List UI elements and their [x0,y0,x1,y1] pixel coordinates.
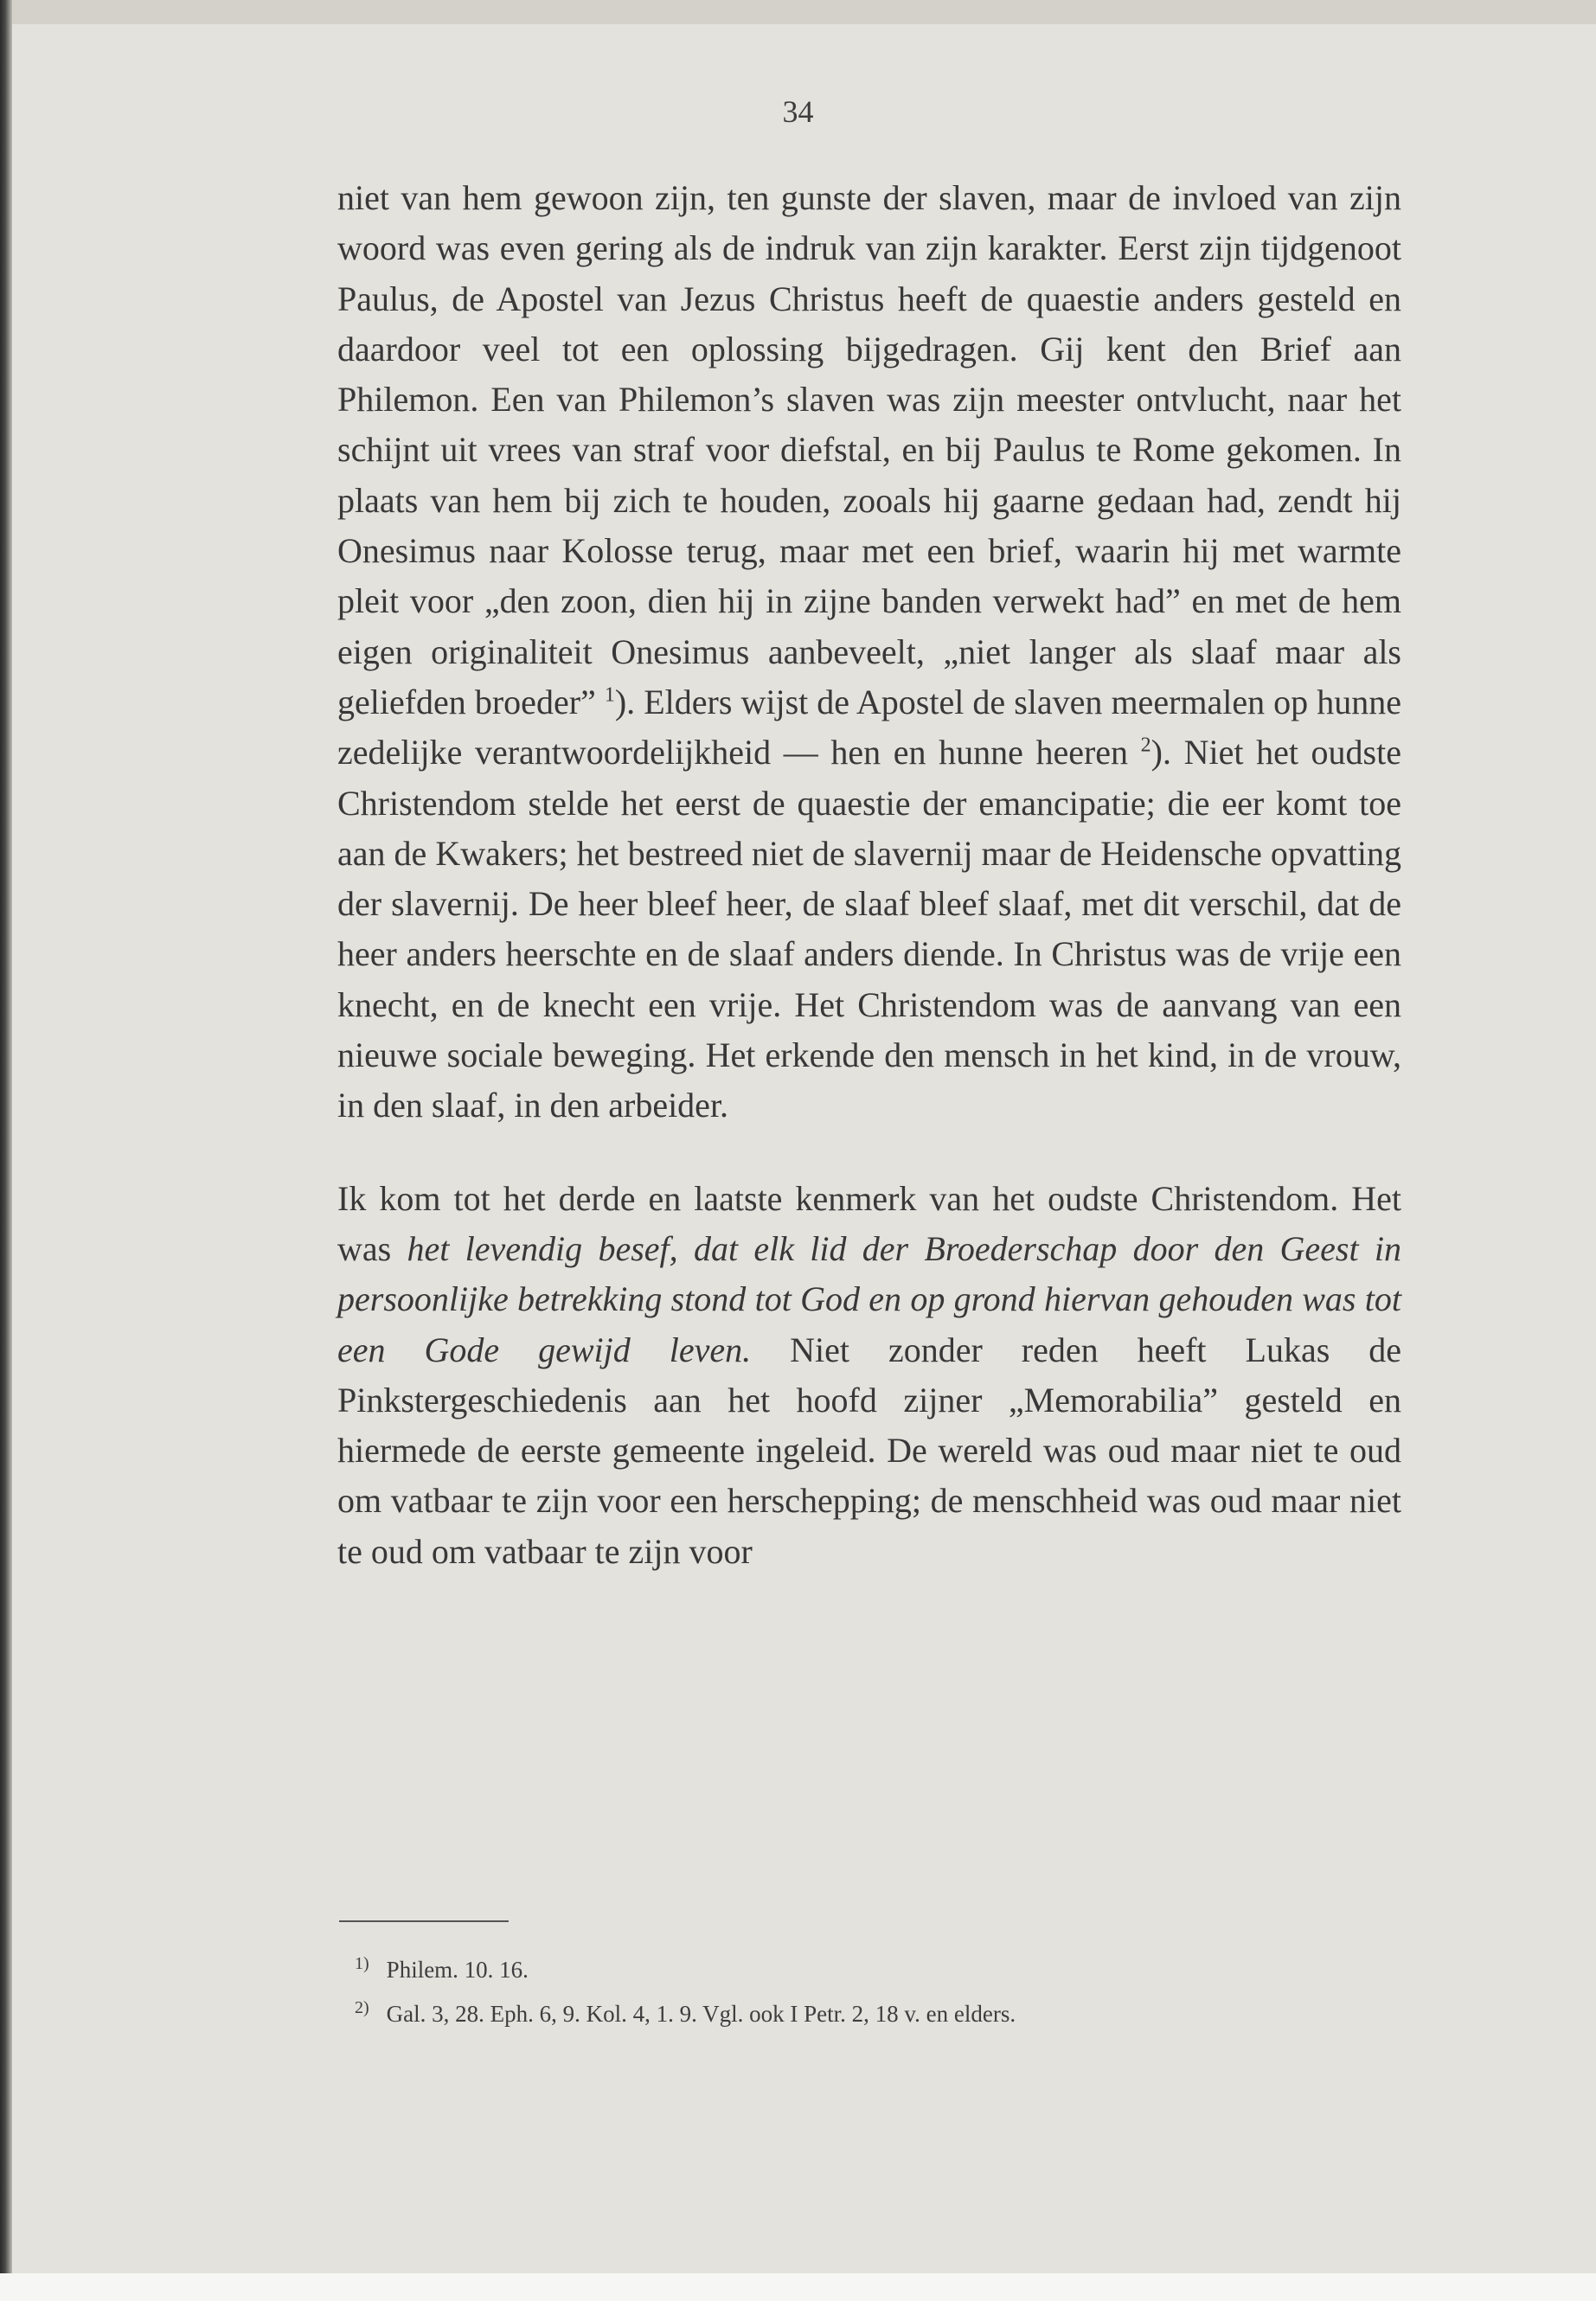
footnote-mark: 2) [355,1998,369,2017]
paragraph [337,1174,1401,1577]
binding-edge [0,0,12,2301]
footnote [355,1989,1393,2033]
text-run: Ik kom tot het derde en laatste kenmerk van het oudste Christendom. Het was [337,1178,1401,1268]
paragraph [337,173,1401,1131]
footnotes [355,1945,1393,2033]
footnote-text: Philem. 10. 16. [386,1957,529,1983]
text-run: ). Elders wijst de Apostel de slaven meermalen op hunne zedelijke verantwoordelijkheid — hen en hunne heeren [337,682,1401,772]
footnote-text: Gal. 3, 28. Eph. 6, 9. Kol. 4, 1. 9. Vgl. ook I Petr. 2, 18 v. en elders. [386,2001,1016,2027]
body-text [337,173,1401,1577]
italic-emphasis: het levendig besef, dat elk lid der Broederschap door den Geest in persoonlijke betrekking stond tot God en op grond hiervan gehouden was tot een Gode gewijd leven. [337,1228,1401,1369]
footnote-ref: 2 [1140,734,1151,757]
page-bottom-edge [0,2273,1596,2301]
footnote-mark: 1) [355,1954,369,1973]
page-number: 34 [782,94,814,129]
footnote-ref: 1 [604,683,615,707]
text-run: Niet zonder reden heeft Lukas de Pinkstergeschiedenis aan het hoofd zijner „Memorabilia” gesteld en hiermede de eerste gemeente ingeleid. De wereld was oud maar niet te oud om vatbaar te zijn voor een herschepping; de menschheid was oud maar niet te oud om vatbaar te zijn voor [337,1330,1401,1571]
footnote [355,1945,1393,1989]
text-run: ). Niet het oudste Christendom stelde het eerst de quaestie der emancipatie; die eer komt toe aan de Kwakers; het bestreed niet de slavernij maar de Heidensche opvatting der slavernij. De heer bleef heer, de slaaf bleef slaaf, met dit verschil, dat de heer anders heerschte en de slaaf anders diende. In Christus was de vrije een knecht, en de knecht een vrije. Het Christendom was de aanvang van een nieuwe sociale beweging. Het erkende den mensch in het kind, in de vrouw, in den slaaf, in den arbeider. [337,733,1401,1125]
text-run: niet van hem gewoon zijn, ten gunste der slaven, maar de invloed van zijn woord was even gering als de indruk van zijn karakter. Eerst zijn tijdgenoot Paulus, de Apostel van Jezus Christus heeft de quaestie anders gesteld en daardoor veel tot een oplossing bijgedragen. Gij kent den Brief aan Philemon. Een van Philemon’s slaven was zijn meester ontvlucht, naar het schijnt uit vrees van straf voor diefstal, en bij Paulus te Rome gekomen. In plaats van hem bij zich te houden, zooals hij gaarne gedaan had, zendt hij Onesimus naar Kolosse terug, maar met een brief, waarin hij met warmte pleit voor „den zoon, dien hij in zijne banden verwekt had” en met de hem eigen originaliteit Onesimus aanbeveelt, „niet langer als slaaf maar als geliefden broeder” [337,178,1401,721]
footnote-separator [339,1920,509,1922]
